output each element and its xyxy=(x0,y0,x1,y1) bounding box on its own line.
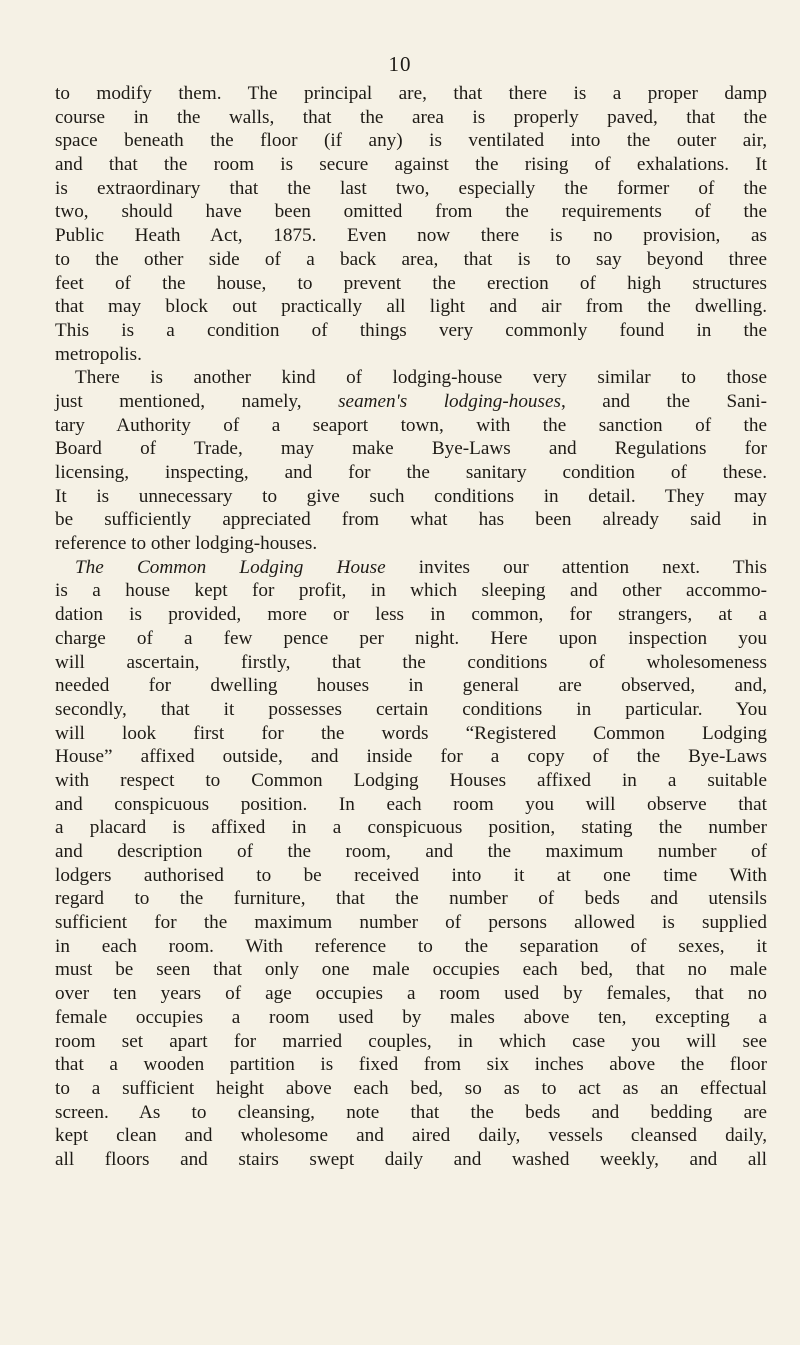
text-line: space beneath the floor (if any) is ventilated into the outer air, xyxy=(55,130,767,152)
text-line: charge of a few pence per night. Here upon inspection you xyxy=(55,627,767,649)
text-line: be sufficiently appreciated from what has been already said in xyxy=(55,509,767,531)
text-line: There is another kind of lodging-house very similar to those xyxy=(75,367,767,389)
text-line: to modify them. The principal are, that there is a proper damp xyxy=(55,83,767,104)
text-line: that may block out practically all light and air from the dwelling. xyxy=(55,296,767,318)
text-line: House” affixed outside, and inside for a copy of the Bye-Laws xyxy=(55,746,767,768)
text-line: with respect to Common Lodging Houses affixed in a suitable xyxy=(55,769,767,791)
text-line: kept clean and wholesome and aired daily, vessels cleansed daily, xyxy=(55,1125,767,1147)
text-line: lodgers authorised to be received into it at one time With xyxy=(55,864,767,886)
text-line: reference to other lodging-houses. xyxy=(55,533,318,555)
text-line: in each room. With reference to the separation of sexes, it xyxy=(55,935,767,957)
text-line: Public Heath Act, 1875. Even now there is no provision, as xyxy=(55,225,767,247)
text-line: must be seen that only one male occupies each bed, that no male xyxy=(55,959,767,981)
text-line: female occupies a room used by males above ten, excepting a xyxy=(55,1006,767,1028)
text-line: to a sufficient height above each bed, so as to act as an effectual xyxy=(55,1077,767,1099)
italic-phrase: seamen's lodging-houses xyxy=(338,390,561,412)
text-line: a placard is affixed in a conspicuous position, stating the number xyxy=(55,817,767,839)
text-line: that a wooden partition is fixed from six inches above the floor xyxy=(55,1054,767,1076)
text-line: will look first for the words “Registered Common Lodging xyxy=(55,722,767,744)
text-line: licensing, inspecting, and for the sanitary condition of these. xyxy=(55,462,767,483)
text-line: This is a condition of things very commonly found in the xyxy=(55,319,767,341)
text-line: regard to the furniture, that the number of beds and utensils xyxy=(55,888,767,910)
text-line: screen. As to cleansing, note that the beds and bedding are xyxy=(55,1101,767,1123)
text-line: It is unnecessary to give such conditions in detail. They may xyxy=(55,485,767,507)
text-line: will ascertain, firstly, that the conditions of wholesomeness xyxy=(55,651,767,673)
italic-phrase: The Common Lodging House xyxy=(75,556,386,578)
text-line: is extraordinary that the last two, especially the former of the xyxy=(55,177,767,199)
text-line: and description of the room, and the maximum number of xyxy=(55,841,767,862)
text-line: The Common Lodging House invites our attention next. This xyxy=(75,556,767,578)
text-line: secondly, that it possesses certain conditions in particular. You xyxy=(55,698,767,720)
text-line: to the other side of a back area, that is to say beyond three xyxy=(55,248,767,270)
body-text xyxy=(55,82,767,1172)
text-line: and that the room is secure against the rising of exhalations. It xyxy=(55,154,767,176)
text-line: just mentioned, namely, seamen's lodging-houses, and the Sani- xyxy=(55,390,767,412)
text-line: all floors and stairs swept daily and washed weekly, and all xyxy=(55,1148,767,1170)
text-line: tary Authority of a seaport town, with the sanction of the xyxy=(55,414,767,436)
text-line: course in the walls, that the area is properly paved, that the xyxy=(55,106,767,128)
text-line: room set apart for married couples, in which case you will see xyxy=(55,1030,767,1052)
text-line: metropolis. xyxy=(55,343,142,365)
text-line: over ten years of age occupies a room used by females, that no xyxy=(55,983,767,1005)
text-line: two, should have been omitted from the requirements of the xyxy=(55,201,767,223)
text-line: and conspicuous position. In each room you will observe that xyxy=(55,793,767,815)
text-line: is a house kept for profit, in which sleeping and other accommo- xyxy=(55,580,767,602)
page-number: 10 xyxy=(388,52,412,76)
text-line: needed for dwelling houses in general are observed, and, xyxy=(55,675,767,697)
text-line: feet of the house, to prevent the erection of high structures xyxy=(55,272,767,294)
text-line: sufficient for the maximum number of persons allowed is supplied xyxy=(55,912,767,934)
text-line: dation is provided, more or less in common, for strangers, at a xyxy=(55,604,767,626)
text-line: Board of Trade, may make Bye-Laws and Regulations for xyxy=(55,438,767,460)
